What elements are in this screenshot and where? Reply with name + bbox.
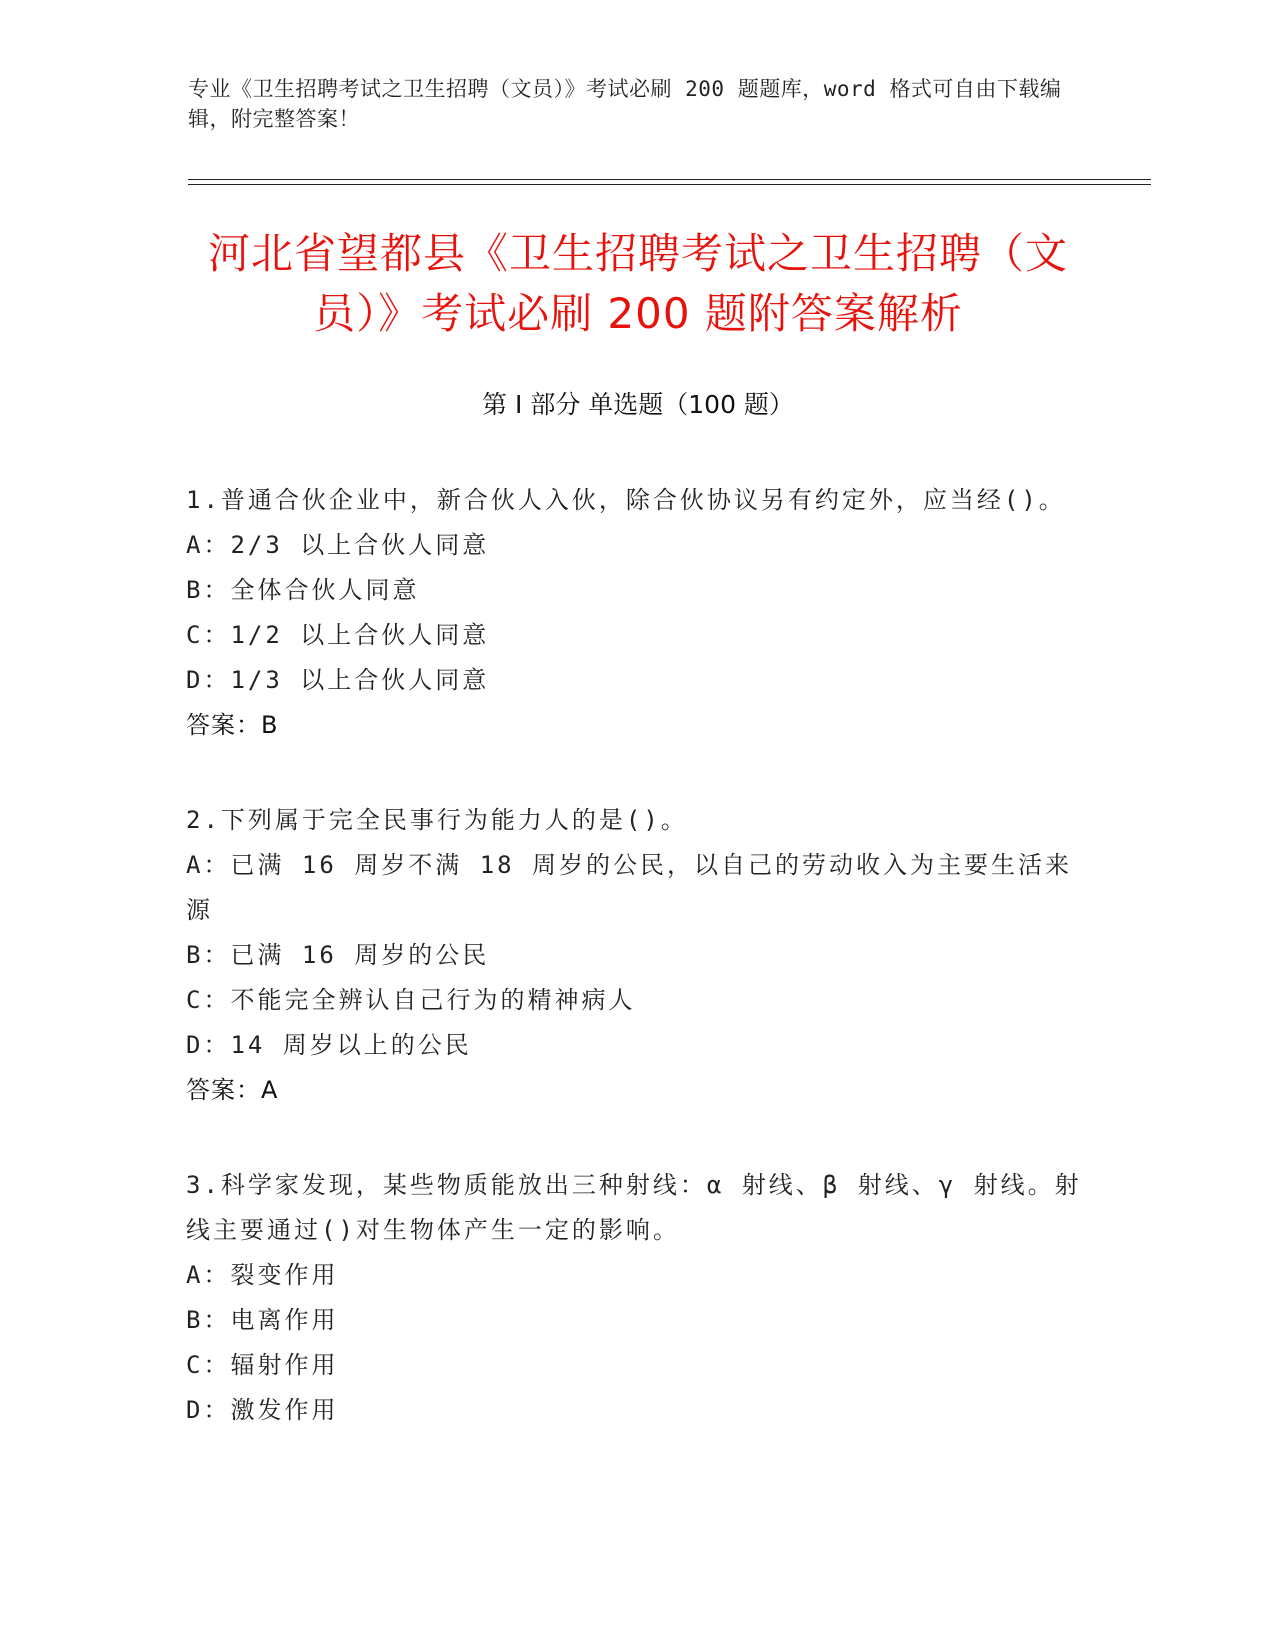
option-d: D：14 周岁以上的公民 [186,1031,472,1059]
document-title: 河北省望都县《卫生招聘考试之卫生招聘（文员）》考试必刷 200 题附答案解析 [207,229,1068,338]
option-b: B：电离作用 [186,1306,339,1334]
option-d: D：1/3 以上合伙人同意 [186,666,490,694]
question-1 [186,478,1091,748]
question-text: 2.下列属于完全民事行为能力人的是()。 [186,806,688,834]
option-d: D：激发作用 [186,1396,339,1424]
question-list [186,478,1091,1483]
header-divider-bottom [188,184,1151,185]
answer-label: 答案：B [186,711,279,739]
option-b: B：已满 16 周岁的公民 [186,941,490,969]
option-b: B：全体合伙人同意 [186,576,420,604]
section-heading: 第 I 部分 单选题（100 题） [482,390,794,419]
option-a: A：裂变作用 [186,1261,339,1289]
question-2 [186,798,1091,1113]
option-a: A：2/3 以上合伙人同意 [186,531,490,559]
header-note: 专业《卫生招聘考试之卫生招聘（文员）》考试必刷 200 题题库，word 格式可自由下载编辑，附完整答案！ [188,77,1062,131]
option-c: C：辐射作用 [186,1351,339,1379]
option-c: C：不能完全辨认自己行为的精神病人 [186,986,636,1014]
option-c: C：1/2 以上合伙人同意 [186,621,490,649]
question-text: 3.科学家发现，某些物质能放出三种射线：α 射线、β 射线、γ 射线。射线主要通过()对生物体产生一定的影响。 [186,1171,1082,1244]
answer-label: 答案：A [186,1076,279,1104]
question-3 [186,1163,1091,1433]
question-text: 1.普通合伙企业中，新合伙人入伙，除合伙协议另有约定外，应当经()。 [186,486,1066,514]
option-a: A：已满 16 周岁不满 18 周岁的公民，以自己的劳动收入为主要生活来源 [186,851,1073,924]
header-divider-top [188,179,1151,180]
